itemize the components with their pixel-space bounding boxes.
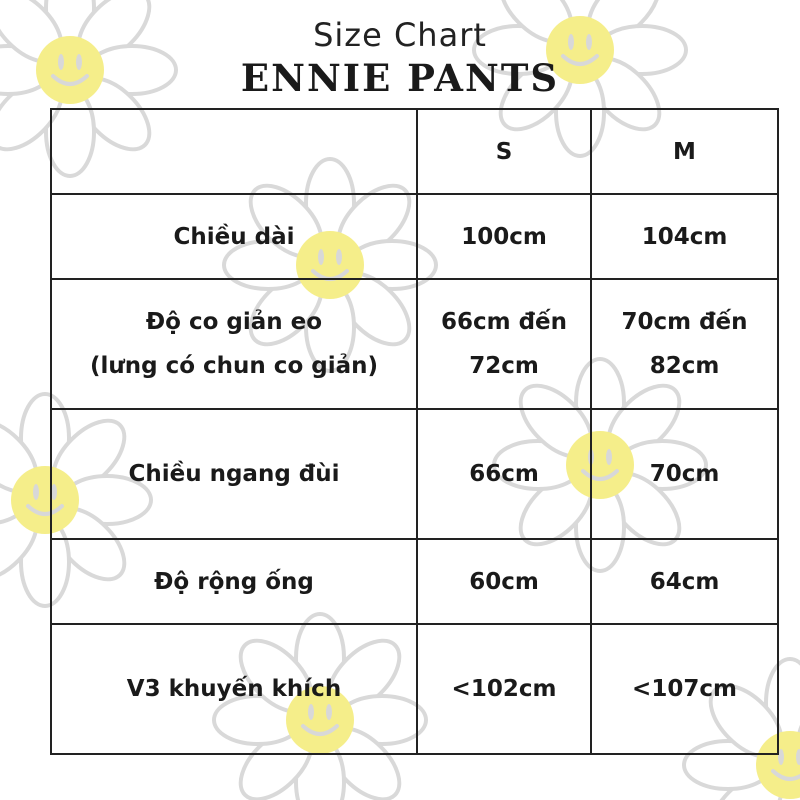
row-label: [51, 279, 417, 409]
cell-s: [417, 539, 591, 624]
value-line: 70cm: [649, 461, 720, 487]
page-title: ENNIE PANTS: [240, 56, 560, 100]
value-line: <102cm: [451, 676, 557, 702]
cell-s: [417, 409, 591, 539]
cell-m: [591, 194, 778, 279]
header-cell-s: S: [417, 109, 591, 194]
table-row: [51, 279, 778, 409]
value-line: 70cm đến: [621, 309, 748, 335]
table-row: [51, 624, 778, 754]
cell-m: [591, 409, 778, 539]
header-cell-empty: [51, 109, 417, 194]
table-row: [51, 194, 778, 279]
table-row: [51, 409, 778, 539]
row-label: [51, 409, 417, 539]
value-line: 82cm: [649, 353, 720, 379]
value-line: 66cm: [469, 461, 539, 487]
label-line: V3 khuyến khích: [126, 676, 342, 702]
label-line: Độ co giản eo: [145, 309, 323, 335]
subtitle: Size Chart: [313, 16, 487, 54]
header-cell-m: M: [591, 109, 778, 194]
value-line: 60cm: [469, 568, 539, 595]
cell-s: [417, 279, 591, 409]
row-label: [51, 194, 417, 279]
label-line: Độ rộng ống: [154, 568, 314, 595]
label-line: Chiều dài: [173, 223, 295, 250]
label-line: Chiều ngang đùi: [128, 461, 340, 487]
value-line: 100cm: [461, 223, 547, 250]
cell-s: [417, 194, 591, 279]
size-chart-table: [50, 108, 779, 755]
row-label: [51, 539, 417, 624]
label-line: (lưng có chun co giản): [89, 353, 379, 379]
value-line: 66cm đến: [440, 309, 568, 335]
cell-m: [591, 539, 778, 624]
cell-m: [591, 279, 778, 409]
cell-s: [417, 624, 591, 754]
value-line: <107cm: [632, 676, 737, 702]
table-header-row: [51, 109, 778, 194]
value-line: 64cm: [649, 568, 720, 595]
table-row: [51, 539, 778, 624]
row-label: [51, 624, 417, 754]
value-line: 104cm: [641, 223, 728, 250]
value-line: 72cm: [469, 353, 539, 379]
cell-m: [591, 624, 778, 754]
